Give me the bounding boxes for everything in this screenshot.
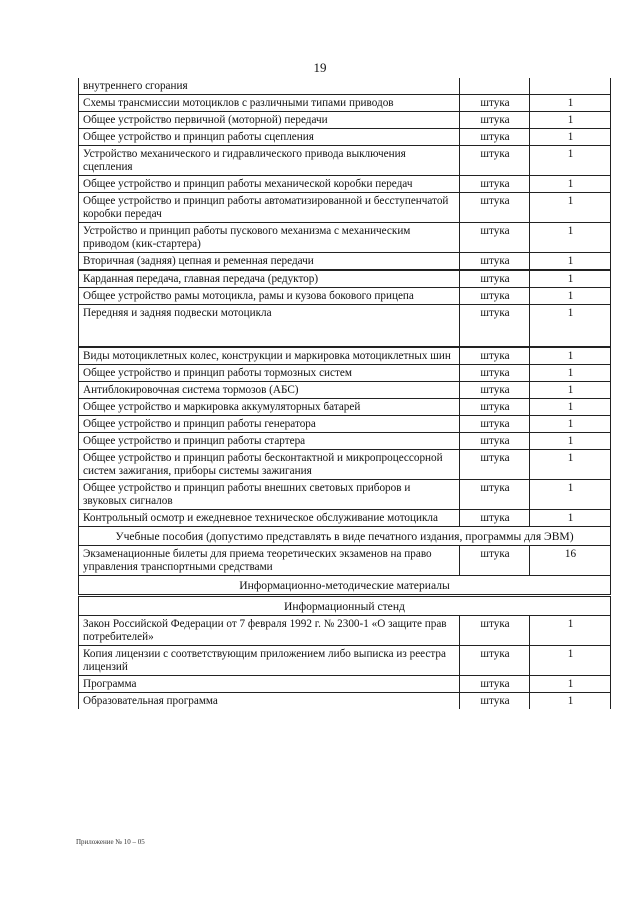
row-unit: штука	[460, 693, 530, 710]
row-name: Вторичная (задняя) цепная и ременная передачи	[79, 253, 460, 271]
row-quantity: 1	[530, 288, 611, 305]
row-unit: штука	[460, 646, 530, 676]
table-row	[79, 78, 611, 95]
table-row	[79, 95, 611, 112]
section-title-stand: Информационный стенд	[79, 596, 611, 616]
table-row	[79, 288, 611, 305]
row-unit: штука	[460, 112, 530, 129]
row-unit: штука	[460, 382, 530, 399]
row-name: Устройство и принцип работы пускового механизма с механическим приводом (кик-стартера)	[79, 223, 460, 253]
table-row	[79, 433, 611, 450]
row-unit: штука	[460, 399, 530, 416]
table-row	[79, 223, 611, 253]
table-row	[79, 129, 611, 146]
section-title-materials: Информационно-методические материалы	[79, 576, 611, 596]
row-quantity: 1	[530, 112, 611, 129]
row-name	[79, 321, 460, 347]
section-header-materials	[79, 576, 611, 596]
row-name: Общее устройство первичной (моторной) передачи	[79, 112, 460, 129]
table-row	[79, 693, 611, 710]
table-section-manuals	[79, 527, 611, 616]
row-unit: штука	[460, 270, 530, 288]
row-quantity	[530, 78, 611, 95]
section-header-manuals	[79, 527, 611, 546]
row-quantity: 1	[530, 399, 611, 416]
row-quantity	[530, 321, 611, 347]
section-header-stand	[79, 596, 611, 616]
row-unit: штука	[460, 450, 530, 480]
row-quantity: 1	[530, 480, 611, 510]
row-unit: штука	[460, 193, 530, 223]
table-row	[79, 616, 611, 646]
row-name: Антиблокировочная система тормозов (АБС)	[79, 382, 460, 399]
row-name: Общее устройство рамы мотоцикла, рамы и кузова бокового прицепа	[79, 288, 460, 305]
row-quantity: 1	[530, 416, 611, 433]
table-row	[79, 646, 611, 676]
row-quantity: 1	[530, 223, 611, 253]
row-name: Программа	[79, 676, 460, 693]
table-row	[79, 546, 611, 576]
row-unit: штука	[460, 480, 530, 510]
table-row	[79, 510, 611, 527]
row-name: Виды мотоциклетных колес, конструкции и маркировка мотоциклетных шин	[79, 347, 460, 365]
table-section-stand	[79, 616, 611, 710]
row-name: Общее устройство и принцип работы внешних световых приборов и звуковых сигналов	[79, 480, 460, 510]
row-unit: штука	[460, 95, 530, 112]
row-quantity: 1	[530, 347, 611, 365]
table-row	[79, 193, 611, 223]
row-quantity: 1	[530, 305, 611, 322]
row-name: Экзаменационные билеты для приема теоретических экзаменов на право управления транспортными средствами	[79, 546, 460, 576]
row-unit: штука	[460, 510, 530, 527]
row-name: Общее устройство и принцип работы генератора	[79, 416, 460, 433]
row-quantity: 1	[530, 129, 611, 146]
row-name: Закон Российской Федерации от 7 февраля 1992 г. № 2300-1 «О защите прав потребителей»	[79, 616, 460, 646]
row-name: Копия лицензии с соответствующим приложением либо выписка из реестра лицензий	[79, 646, 460, 676]
row-name: Общее устройство и принцип работы механической коробки передач	[79, 176, 460, 193]
row-unit: штука	[460, 305, 530, 322]
table-row	[79, 321, 611, 347]
row-unit: штука	[460, 176, 530, 193]
table-row	[79, 253, 611, 271]
equipment-table	[78, 78, 611, 709]
table-row	[79, 416, 611, 433]
table-row	[79, 176, 611, 193]
row-quantity: 1	[530, 365, 611, 382]
row-quantity: 1	[530, 146, 611, 176]
row-name: Общее устройство и маркировка аккумуляторных батарей	[79, 399, 460, 416]
row-quantity: 1	[530, 193, 611, 223]
row-quantity: 1	[530, 676, 611, 693]
row-name: Общее устройство и принцип работы стартера	[79, 433, 460, 450]
row-quantity: 1	[530, 510, 611, 527]
table-row	[79, 112, 611, 129]
row-unit	[460, 321, 530, 347]
row-unit: штука	[460, 223, 530, 253]
row-unit: штука	[460, 129, 530, 146]
row-name: Устройство механического и гидравлического привода выключения сцепления	[79, 146, 460, 176]
row-name: внутреннего сгорания	[79, 78, 460, 95]
table-row	[79, 399, 611, 416]
row-unit	[460, 78, 530, 95]
row-name: Общее устройство и принцип работы сцепления	[79, 129, 460, 146]
row-quantity: 1	[530, 176, 611, 193]
row-unit: штука	[460, 416, 530, 433]
table-row	[79, 146, 611, 176]
row-unit: штука	[460, 433, 530, 450]
row-quantity: 1	[530, 95, 611, 112]
row-quantity: 16	[530, 546, 611, 576]
row-unit: штука	[460, 676, 530, 693]
row-unit: штука	[460, 146, 530, 176]
row-unit: штука	[460, 253, 530, 271]
row-quantity: 1	[530, 646, 611, 676]
row-unit: штука	[460, 288, 530, 305]
table-row	[79, 305, 611, 322]
table-row	[79, 382, 611, 399]
row-name: Общее устройство и принцип работы тормозных систем	[79, 365, 460, 382]
table-row	[79, 347, 611, 365]
section-title-manuals: Учебные пособия (допустимо представлять в виде печатного издания, программы для ЭВМ)	[79, 527, 611, 546]
row-quantity: 1	[530, 693, 611, 710]
row-quantity: 1	[530, 616, 611, 646]
page-number: 19	[313, 60, 327, 75]
row-name: Общее устройство и принцип работы автоматизированной и бесступенчатой коробки передач	[79, 193, 460, 223]
table-row	[79, 270, 611, 288]
table-section-diagrams	[79, 78, 611, 527]
row-name: Контрольный осмотр и ежедневное техническое обслуживание мотоцикла	[79, 510, 460, 527]
row-name: Общее устройство и принцип работы бесконтактной и микропроцессорной систем зажигания, приборы системы зажигания	[79, 450, 460, 480]
row-quantity: 1	[530, 433, 611, 450]
row-name: Образовательная программа	[79, 693, 460, 710]
row-unit: штука	[460, 365, 530, 382]
row-quantity: 1	[530, 450, 611, 480]
row-name: Передняя и задняя подвески мотоцикла	[79, 305, 460, 322]
row-quantity: 1	[530, 253, 611, 271]
row-unit: штука	[460, 616, 530, 646]
table-row	[79, 365, 611, 382]
row-unit: штука	[460, 347, 530, 365]
row-unit: штука	[460, 546, 530, 576]
row-quantity: 1	[530, 270, 611, 288]
table-row	[79, 450, 611, 480]
table-row	[79, 480, 611, 510]
row-name: Карданная передача, главная передача (редуктор)	[79, 270, 460, 288]
row-name: Схемы трансмиссии мотоциклов с различными типами приводов	[79, 95, 460, 112]
row-quantity: 1	[530, 382, 611, 399]
footer-note: Приложение № 10 – 05	[76, 838, 145, 846]
table-row	[79, 676, 611, 693]
